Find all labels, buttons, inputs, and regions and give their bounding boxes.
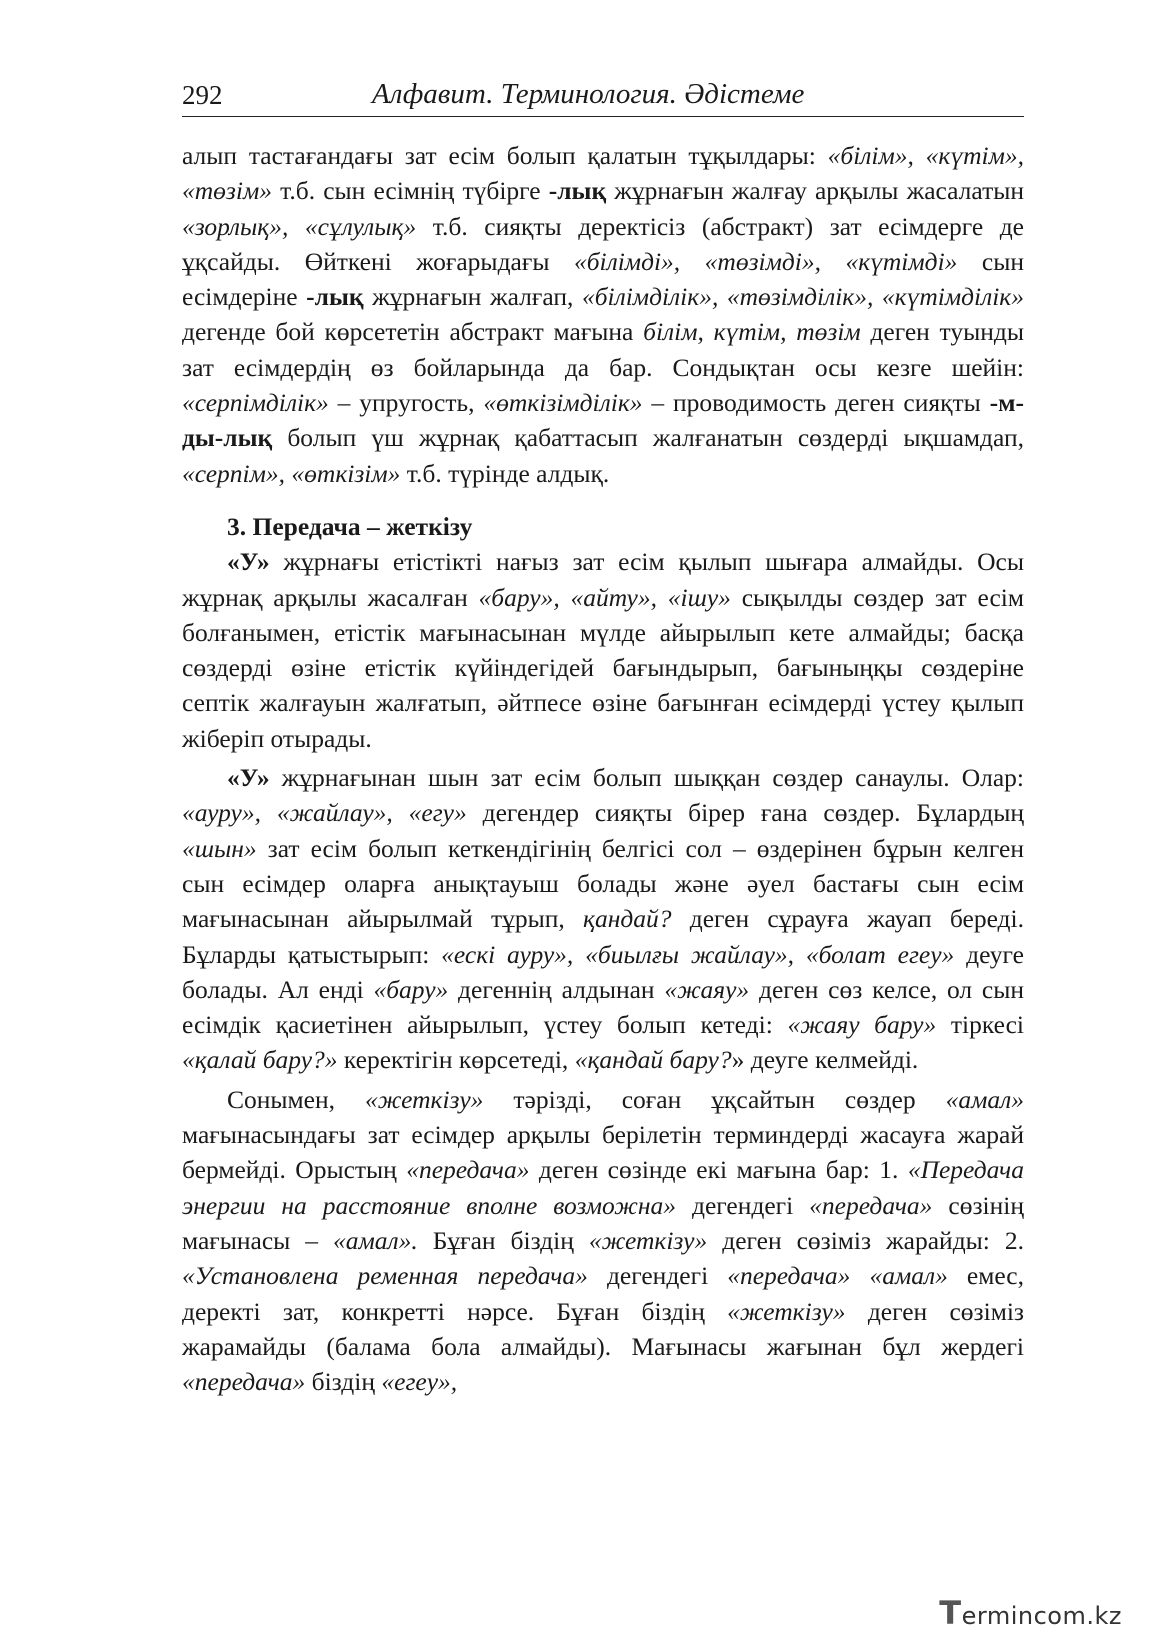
paragraph <box>182 760 1024 1078</box>
italic-run: «ауру», «жайлау», «егу» <box>182 798 467 828</box>
page-number: 292 <box>182 80 223 110</box>
bold-run: -лық <box>548 176 607 206</box>
italic-run: «шын» <box>182 833 257 863</box>
bold-run: -м-ды-лық <box>182 388 1024 453</box>
italic-run: «жаяу» <box>664 974 750 1004</box>
italic-run: «егеу», <box>381 1367 458 1397</box>
text-run: сын есімдеріне <box>182 246 1024 312</box>
italic-run: «передача» <box>406 1155 530 1185</box>
paragraph <box>182 1082 1024 1400</box>
italic-run: «передача» <box>809 1190 933 1220</box>
text-run: дегендер сияқты бірер ғана сөздер. Бұлардың <box>466 798 1024 828</box>
italic-run: «серпімділік» <box>182 388 329 418</box>
watermark-text: erminc <box>961 1602 1048 1630</box>
bold-run: -лық <box>306 282 364 312</box>
italic-run: «жеткізу» <box>588 1225 708 1255</box>
page-body <box>182 138 1024 1399</box>
italic-run: білім, күтім, төзім <box>643 317 861 347</box>
text-run: сықылды сөздер зат есім болғанымен, етістік мағынасынан мүлде айырылып кете алмайды; басқа сөздерді өзіне етістік күйіндегідей бағындырып, бағыныңқы сөздеріне септік жалғауын жалғатып, әйтпесе өзіне бағынған есімдерді үстеу қылып жіберіп отырады. <box>182 582 1024 753</box>
text-run: т.б. сияқты деректісіз (абстракт) зат есімдерге де ұқсайды. Өйткені жоғарыдағы <box>182 211 1024 276</box>
text-run: дегендегі <box>676 1190 810 1220</box>
italic-run: «өткізімділік» <box>483 388 643 418</box>
text-run: біздің <box>305 1367 382 1397</box>
page-header <box>182 76 1024 117</box>
paragraph <box>182 138 1024 491</box>
text-run: » деуге келмейді. <box>731 1045 919 1075</box>
paragraph <box>182 544 1024 756</box>
italic-run: «амал». <box>332 1225 418 1255</box>
text-run: деген сөзінде екі мағына бар: 1. <box>529 1155 908 1185</box>
text-run: деген сұрауға жауап береді. Бұларды қатыстырып: <box>182 904 1024 969</box>
text-run: болып үш жұрнақ қабаттасып жалғанатын сөздерді ықшамдап, <box>272 423 1024 453</box>
text-run: т.б. түрінде алдық. <box>400 458 610 488</box>
italic-run: «зорлық», «сұлулық» <box>182 211 417 241</box>
text-run: Бұған біздің <box>417 1225 589 1255</box>
text-run: жұрнағын жалғау арқылы жасалатын <box>606 176 1024 206</box>
watermark-o: o <box>1047 1602 1063 1630</box>
italic-run: «амал» <box>945 1084 1024 1114</box>
text-run: деген сөзіміз жарайды: 2. <box>707 1225 1024 1255</box>
italic-run: «передача» <box>182 1367 306 1397</box>
bold-run: «У» <box>227 763 270 793</box>
italic-run: «қалай бару?» <box>182 1045 338 1075</box>
text-run: мағынасындағы зат есімдер арқылы берілетін терминдерді жасауға жарай бермейді. Орыстың <box>182 1120 1024 1185</box>
italic-run: «серпім», «өткізім» <box>182 458 401 488</box>
text-run: т.б. сын есімнің түбірге <box>271 176 549 206</box>
text-run: деген сөз келсе, ол сын есімдік қасиетінен айырылып, үстеу болып кетеді: <box>182 974 1024 1040</box>
text-run: керектігін көрсетеді, <box>337 1045 575 1075</box>
italic-run: «ескі ауру», «биылғы жайлау», «болат егеу» <box>441 939 955 969</box>
text-run: Сонымен, <box>227 1084 366 1114</box>
text-run: деген сөзіміз жарамайды (балама бола алмайды). Мағынасы жағынан бұл жердегі <box>182 1296 1024 1361</box>
text-run: деуге болады. Ал енді <box>182 939 1024 1004</box>
text-run: дегеннің алдынан <box>448 974 665 1004</box>
watermark-tail: m.kz <box>1062 1602 1122 1630</box>
text-run: – проводимость деген сияқты <box>642 388 990 418</box>
italic-run: «передача» «амал» <box>727 1261 948 1291</box>
italic-run: «жеткізу» <box>727 1296 846 1326</box>
italic-run: «бару» <box>373 974 449 1004</box>
running-title: Алфавит. Терминология. Әдістеме <box>372 78 805 110</box>
italic-run: «Установлена ременная передача» <box>182 1261 588 1291</box>
section-heading: 3. Передача – жеткізу <box>227 511 473 541</box>
text-run: тәрізді, соған ұқсайтын сөздер <box>483 1084 946 1114</box>
text-run: жұрнағы етістікті нағыз зат есім қылып шығара алмайды. Осы жұрнақ арқылы жасалған <box>182 547 1024 612</box>
watermark-letter: T <box>939 1594 962 1632</box>
italic-run: «бару», «айту», «ішу» <box>478 582 731 612</box>
text-run: – упругость, <box>328 388 484 418</box>
text-run: жұрнағын жалғап, <box>363 282 582 312</box>
text-run: сөзінің мағынасы – <box>182 1190 1024 1255</box>
text-run: зат есім болып кеткендігінің белгісі сол – өздерінен бұрын келген сын есімдер оларға анықтауыш болады және әуел бастағы сын есім мағынасынан айырылмай тұрып, <box>182 833 1024 934</box>
italic-run: «білім», «күтім», «төзім» <box>182 141 1024 206</box>
italic-run: «білімділік», «төзімділік», «күтімділік» <box>581 282 1024 312</box>
italic-run: «жаяу бару» <box>787 1010 937 1040</box>
italic-run: қандай? <box>583 904 672 934</box>
text-run: дегендегі <box>587 1261 728 1291</box>
bold-run: «У» <box>227 547 270 577</box>
text-run: дегенде бой көрсететін абстракт мағына <box>182 317 644 347</box>
watermark-logo <box>939 1594 1122 1632</box>
italic-run: «қандай бару? <box>574 1045 732 1075</box>
text-run: алып тастағандағы зат есім болып қалатын тұқылдары: <box>182 141 828 170</box>
italic-run: «Передача энергии на расстояние вполне возможна» <box>182 1155 1024 1220</box>
text-run: емес, деректі зат, конкретті нәрсе. Бұған біздің <box>182 1261 1024 1326</box>
text-run: жұрнағынан шын зат есім болып шыққан сөздер санаулы. Олар: <box>269 763 1024 793</box>
italic-run: «жеткізу» <box>365 1084 484 1114</box>
text-run: деген туынды зат есімдердің өз бойларында да бар. Сондықтан осы кезге шейін: <box>182 317 1025 382</box>
italic-run: «білімді», «төзімді», «күтімді» <box>573 246 958 276</box>
text-run: тіркесі <box>936 1010 1024 1040</box>
